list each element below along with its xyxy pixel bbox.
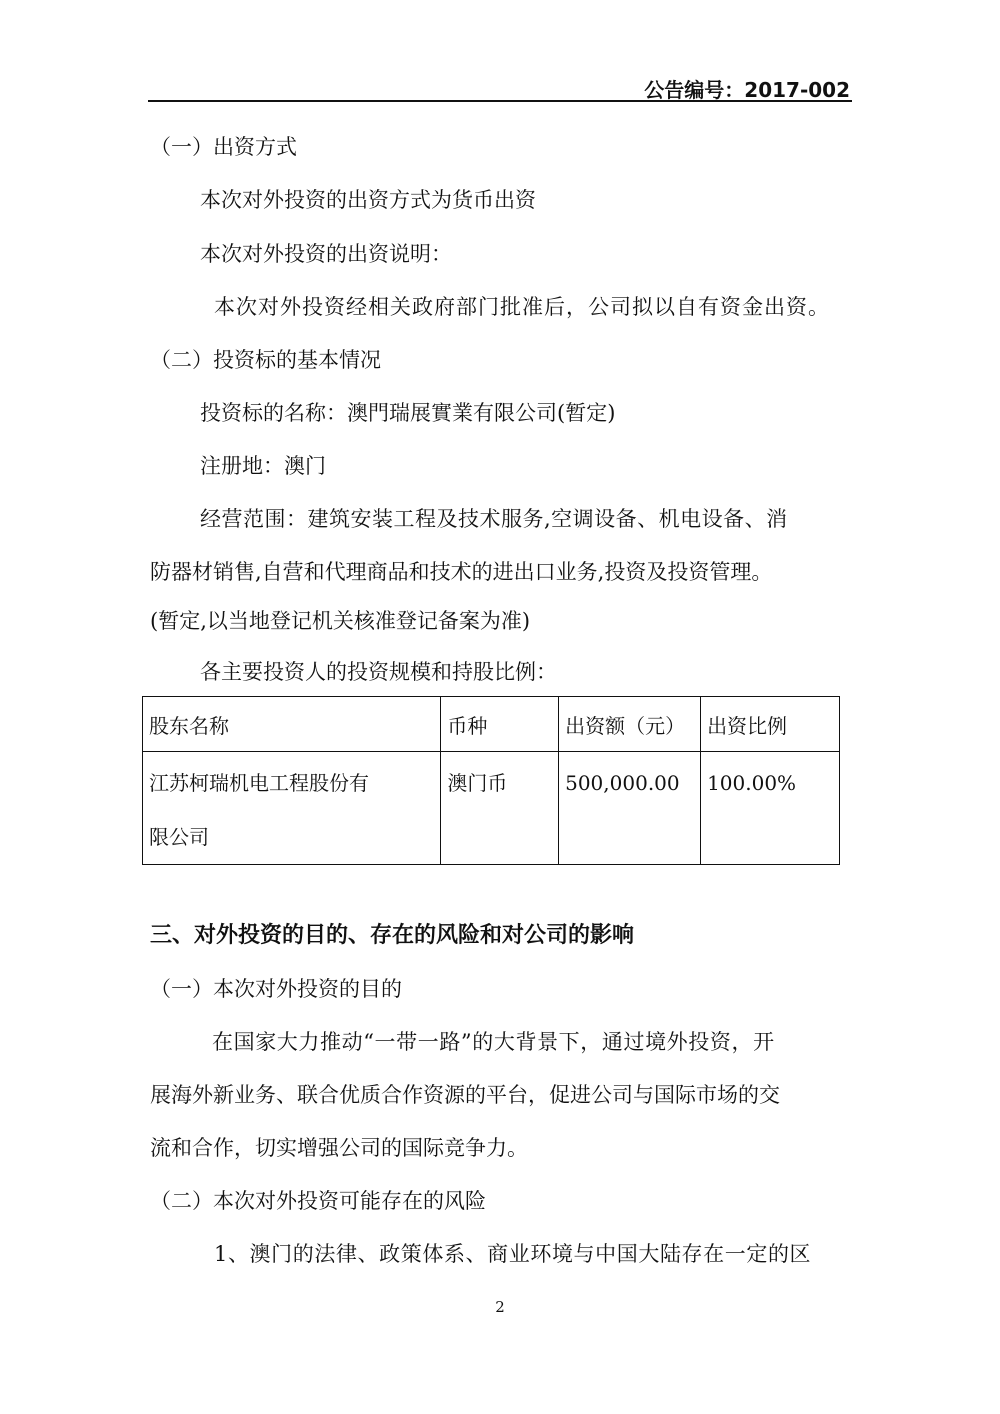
paragraph-contribution-note-label: 本次对外投资的出资说明： <box>200 242 452 266</box>
table-row <box>143 752 840 865</box>
paragraph-business-scope-line2: 防器材销售,自营和代理商品和技术的进出口业务,投资及投资管理。 <box>150 560 773 584</box>
paragraph-purpose-line2: 展海外新业务、联合优质合作资源的平台，促进公司与国际市场的交 <box>150 1083 780 1107</box>
table-header-cell: 出资比例 <box>701 697 840 752</box>
table-header-cell: 股东名称 <box>143 697 441 752</box>
paragraph-contribution-type: 本次对外投资的出资方式为货币出资 <box>200 188 536 212</box>
paragraph-contribution-note: 本次对外投资经相关政府部门批准后，公司拟以自有资金出资。 <box>214 295 830 319</box>
amount-cell: 500,000.00 <box>559 752 701 865</box>
currency-cell: 澳门币 <box>441 752 559 865</box>
paragraph-purpose-line3: 流和合作，切实增强公司的国际竞争力。 <box>150 1136 528 1160</box>
shareholder-name-cell <box>143 752 441 865</box>
paragraph-business-scope-line3: (暂定,以当地登记机关核准登记备案为准) <box>150 609 531 633</box>
table-header-cell: 币种 <box>441 697 559 752</box>
page-number: 2 <box>495 1298 505 1316</box>
announcement-number: 公告编号：2017-002 <box>644 78 850 102</box>
investor-table <box>142 696 840 865</box>
paragraph-investor-table-intro: 各主要投资人的投资规模和持股比例： <box>200 660 557 684</box>
heading-investment-risk: （二）本次对外投资可能存在的风险 <box>150 1189 486 1213</box>
paragraph-registration-place: 注册地：澳门 <box>200 454 326 478</box>
paragraph-business-scope-line1: 经营范围：建筑安装工程及技术服务,空调设备、机电设备、消 <box>200 507 788 531</box>
table-header-row <box>143 697 840 752</box>
table-header-cell: 出资额（元） <box>559 697 701 752</box>
header-divider <box>148 100 852 102</box>
heading-investment-purpose: （一）本次对外投资的目的 <box>150 977 402 1001</box>
shareholder-name-line1: 江苏柯瑞机电工程股份有 <box>149 771 369 795</box>
paragraph-purpose-line1: 在国家大力推动“一带一路”的大背景下，通过境外投资，开 <box>212 1030 775 1054</box>
heading-contribution-method: （一）出资方式 <box>150 135 297 159</box>
ratio-cell: 100.00% <box>701 752 840 865</box>
paragraph-target-name: 投资标的名称：澳門瑞展實業有限公司(暂定) <box>200 401 616 425</box>
paragraph-risk-line1: 1、澳门的法律、政策体系、商业环境与中国大陆存在一定的区 <box>214 1242 812 1266</box>
shareholder-name-line2: 限公司 <box>149 825 209 849</box>
heading-target-info: （二）投资标的基本情况 <box>150 348 381 372</box>
section-three-title: 三、对外投资的目的、存在的风险和对公司的影响 <box>150 923 635 948</box>
